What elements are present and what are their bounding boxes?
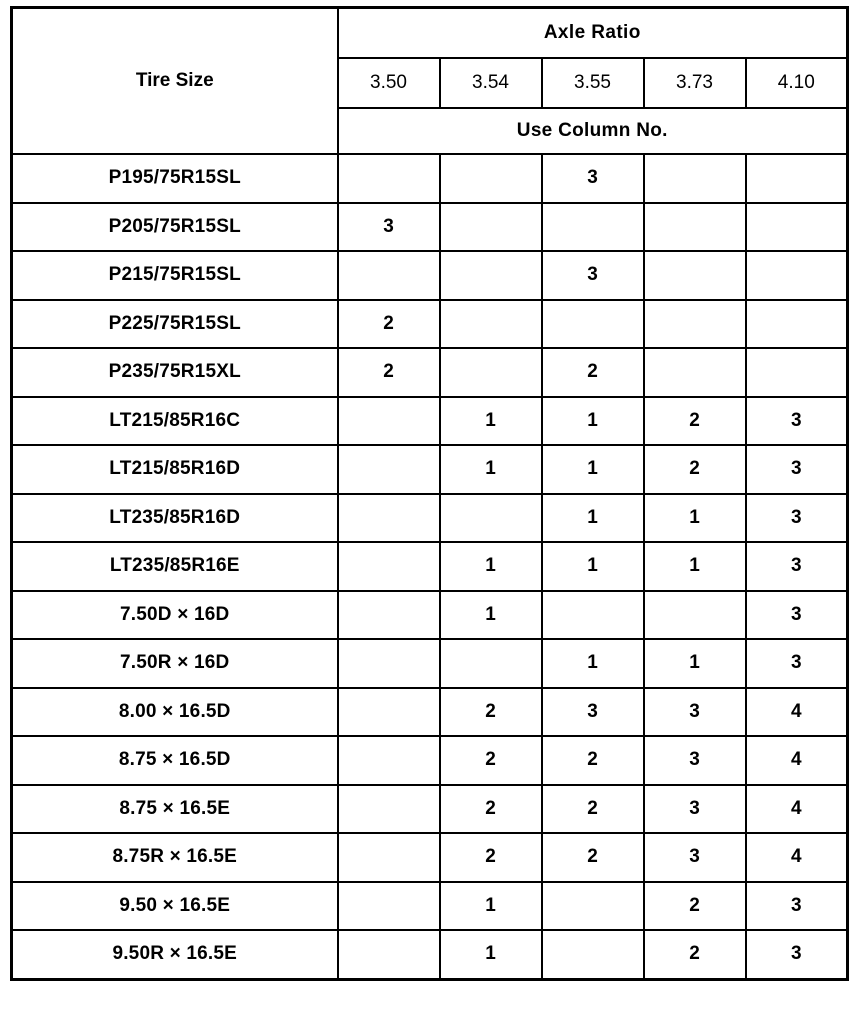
column-number-cell [746,348,848,397]
column-number-cell: 2 [542,833,644,882]
column-number-cell: 3 [746,445,848,494]
column-number-cell [338,639,440,688]
table-row [12,203,848,252]
column-number-cell: 1 [440,397,542,446]
tire-size-header: Tire Size [12,8,338,155]
ratio-header-cell: 3.73 [644,58,746,108]
axle-ratio-header: Axle Ratio [338,8,848,59]
tire-size-cell: P205/75R15SL [12,203,338,252]
table-row [12,833,848,882]
column-number-cell: 2 [542,736,644,785]
ratio-header-cell: 3.50 [338,58,440,108]
column-number-cell: 3 [746,930,848,979]
column-number-cell [542,591,644,640]
column-number-cell: 1 [440,445,542,494]
column-number-cell [644,348,746,397]
column-number-cell: 2 [440,688,542,737]
column-number-cell: 4 [746,736,848,785]
column-number-cell: 3 [338,203,440,252]
column-number-cell [542,300,644,349]
column-number-cell: 1 [644,494,746,543]
column-number-cell [644,300,746,349]
table-row [12,251,848,300]
column-number-cell: 1 [542,445,644,494]
tire-size-cell: 8.75 × 16.5E [12,785,338,834]
column-number-cell: 3 [746,494,848,543]
table-row [12,882,848,931]
tire-size-cell: LT215/85R16D [12,445,338,494]
column-number-cell: 2 [644,445,746,494]
table-row [12,688,848,737]
column-number-cell: 2 [440,785,542,834]
column-number-cell [338,833,440,882]
column-number-cell [338,930,440,979]
tire-size-cell: P225/75R15SL [12,300,338,349]
column-number-cell [440,154,542,203]
column-number-cell [644,154,746,203]
column-number-cell: 4 [746,785,848,834]
column-number-cell [440,348,542,397]
ratio-header-cell: 3.55 [542,58,644,108]
header-row-axle-ratio [12,8,848,59]
column-number-cell: 2 [440,833,542,882]
column-number-cell: 1 [542,542,644,591]
column-number-cell: 2 [542,348,644,397]
column-number-cell: 3 [746,397,848,446]
tire-size-cell: 8.75R × 16.5E [12,833,338,882]
column-number-cell [542,203,644,252]
column-number-cell [440,203,542,252]
column-number-cell: 2 [338,300,440,349]
column-number-cell [746,251,848,300]
column-number-cell: 4 [746,688,848,737]
column-number-cell: 2 [542,785,644,834]
table-row [12,445,848,494]
column-number-cell: 3 [644,736,746,785]
column-number-cell [440,639,542,688]
table-row [12,348,848,397]
tire-size-cell: 7.50R × 16D [12,639,338,688]
column-number-cell [338,445,440,494]
tire-size-cell: 8.00 × 16.5D [12,688,338,737]
column-number-cell: 1 [440,591,542,640]
column-number-cell [338,494,440,543]
column-number-cell: 1 [440,542,542,591]
column-number-cell: 3 [746,591,848,640]
use-column-header: Use Column No. [338,108,848,154]
column-number-cell: 3 [542,251,644,300]
column-number-cell: 1 [644,639,746,688]
tire-axle-ratio-table-wrapper [10,6,846,981]
tire-size-cell: LT235/85R16D [12,494,338,543]
table-row [12,639,848,688]
tire-axle-ratio-table [10,6,849,981]
table-row [12,785,848,834]
column-number-cell: 2 [440,736,542,785]
tire-size-cell: 9.50R × 16.5E [12,930,338,979]
column-number-cell: 4 [746,833,848,882]
column-number-cell: 1 [542,397,644,446]
table-row [12,397,848,446]
tire-size-cell: LT235/85R16E [12,542,338,591]
table-row [12,930,848,979]
column-number-cell: 3 [644,688,746,737]
column-number-cell: 3 [644,785,746,834]
column-number-cell: 2 [644,882,746,931]
column-number-cell [644,251,746,300]
column-number-cell: 1 [542,494,644,543]
column-number-cell [338,882,440,931]
column-number-cell: 1 [440,930,542,979]
column-number-cell [338,154,440,203]
table-row [12,494,848,543]
column-number-cell: 2 [338,348,440,397]
column-number-cell [440,494,542,543]
column-number-cell [338,736,440,785]
table-row [12,591,848,640]
column-number-cell: 2 [644,397,746,446]
table-row [12,542,848,591]
tire-size-cell: 8.75 × 16.5D [12,736,338,785]
column-number-cell [644,591,746,640]
column-number-cell [338,397,440,446]
tire-size-cell: P195/75R15SL [12,154,338,203]
column-number-cell [338,542,440,591]
column-number-cell [644,203,746,252]
tire-size-cell: 9.50 × 16.5E [12,882,338,931]
tire-size-cell: P215/75R15SL [12,251,338,300]
column-number-cell: 3 [542,154,644,203]
ratio-header-cell: 3.54 [440,58,542,108]
tire-size-cell: LT215/85R16C [12,397,338,446]
column-number-cell [746,154,848,203]
column-number-cell: 3 [746,542,848,591]
column-number-cell: 2 [644,930,746,979]
column-number-cell: 1 [542,639,644,688]
column-number-cell [338,688,440,737]
table-row [12,736,848,785]
ratio-header-cell: 4.10 [746,58,848,108]
table-row [12,300,848,349]
column-number-cell: 3 [746,882,848,931]
column-number-cell [338,591,440,640]
column-number-cell [440,300,542,349]
column-number-cell [338,251,440,300]
table-body [12,154,848,979]
column-number-cell [542,930,644,979]
column-number-cell: 1 [644,542,746,591]
column-number-cell [338,785,440,834]
column-number-cell [746,203,848,252]
column-number-cell: 3 [746,639,848,688]
tire-size-cell: P235/75R15XL [12,348,338,397]
column-number-cell [440,251,542,300]
column-number-cell: 1 [440,882,542,931]
column-number-cell: 3 [542,688,644,737]
column-number-cell: 3 [644,833,746,882]
table-row [12,154,848,203]
column-number-cell [542,882,644,931]
tire-size-cell: 7.50D × 16D [12,591,338,640]
column-number-cell [746,300,848,349]
